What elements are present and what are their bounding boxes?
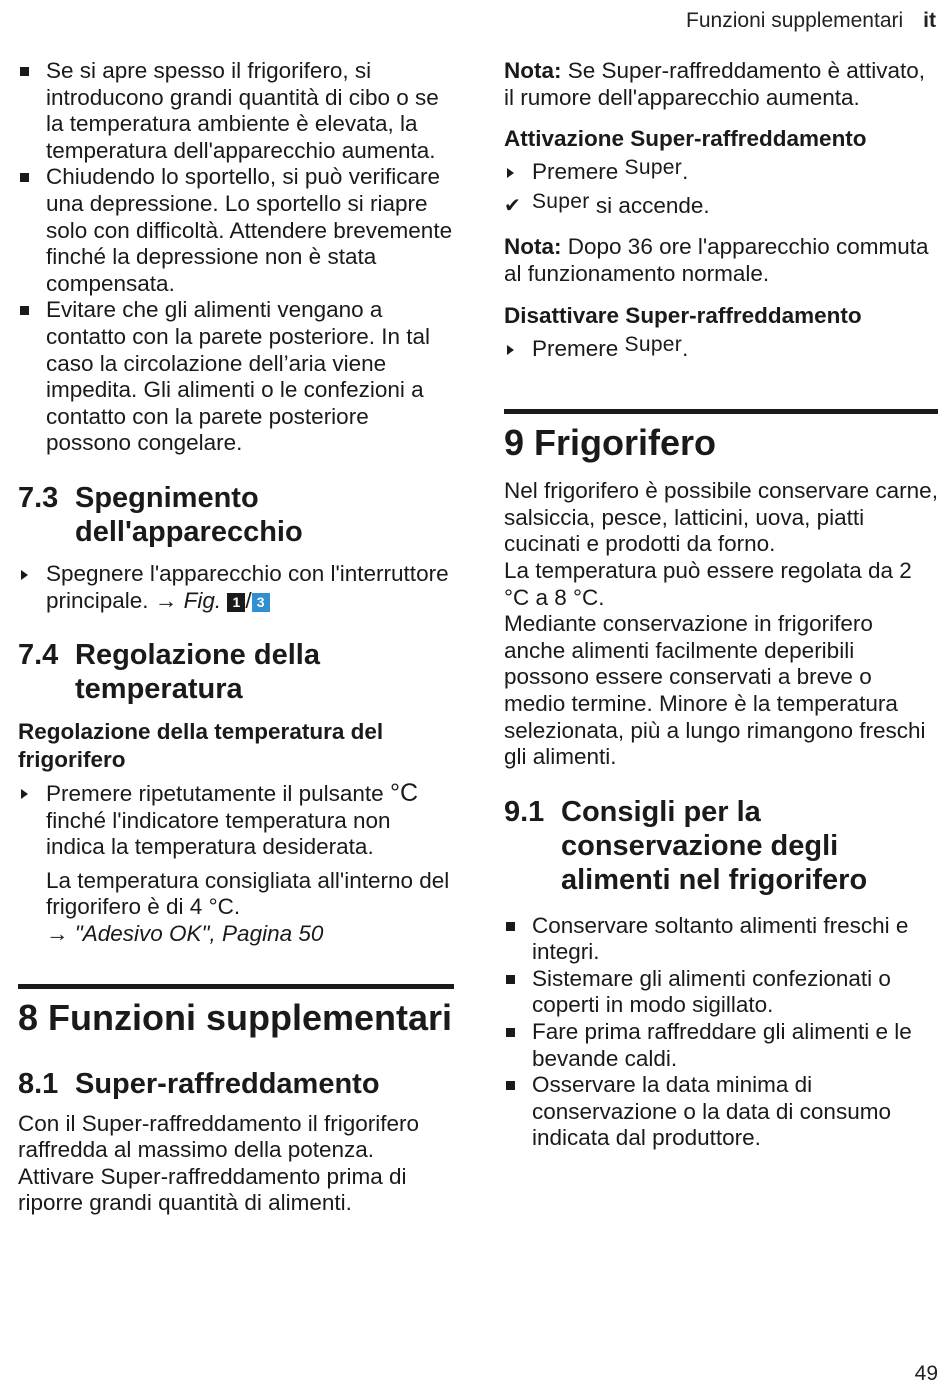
check-icon: ✔ bbox=[504, 194, 521, 217]
reference-arrow: → bbox=[46, 921, 69, 947]
chapter-heading-8 bbox=[18, 997, 454, 1039]
square-bullet-icon bbox=[20, 67, 29, 76]
step-arrow-icon bbox=[507, 168, 514, 178]
note: Nota: Dopo 36 ore l'apparecchio commuta al funzionamento normale. bbox=[504, 234, 929, 286]
running-header bbox=[686, 9, 936, 33]
instruction-step: Spegnere l'apparecchio con l'interruttore principale. → Fig. 1 / 3 bbox=[18, 561, 454, 614]
instruction-step: Premere ripetutamente il pulsante °C finché l'indicatore temperatura non indica la temperatura desiderata. bbox=[18, 780, 454, 861]
list-item: Sistemare gli alimenti confezionati o coperti in modo sigillato. bbox=[504, 966, 938, 1019]
section-title: Regolazione della temperatura bbox=[75, 639, 320, 706]
header-title: Funzioni supplementari bbox=[686, 9, 904, 32]
step-arrow-icon bbox=[21, 789, 28, 799]
subheading: Attivazione Super-raffreddamento bbox=[504, 126, 867, 152]
instruction-step: Premere Super. bbox=[504, 159, 938, 187]
paragraph: La temperatura può essere regolata da 2 °C a 8 °C. bbox=[504, 557, 912, 610]
reference-arrow: → bbox=[154, 587, 178, 613]
step-arrow-icon bbox=[507, 345, 514, 355]
info-text: La temperatura consigliata all'interno del frigorifero è di 4 °C. → "Adesivo OK", Pagina 50 bbox=[46, 867, 450, 947]
list-item: Fare prima raffreddare gli alimenti e le bevande caldi. bbox=[504, 1019, 938, 1072]
subheading: Disattivare Super-raffreddamento bbox=[504, 302, 862, 328]
square-bullet-icon bbox=[506, 1028, 515, 1037]
figure-reference[interactable]: Fig. bbox=[183, 587, 222, 613]
page-number: 49 bbox=[914, 1362, 938, 1385]
celsius-key-icon: °C bbox=[389, 779, 419, 808]
square-bullet-icon bbox=[506, 922, 515, 931]
instruction-step: Premere Super. bbox=[504, 336, 938, 364]
paragraph: Mediante conservazione in frigorifero anche alimenti facilmente deperibili possono essere conservati a breve o medio termine. Minore è la temperatura selezionata, più a lungo rimangono freschi gli alimenti. bbox=[504, 611, 926, 770]
chapter-title: Frigorifero bbox=[534, 422, 717, 464]
section-number: 7.4 bbox=[18, 639, 59, 672]
note-label: Nota: bbox=[504, 234, 562, 260]
square-bullet-icon bbox=[20, 173, 29, 182]
result-step: ✔ Super si accende. bbox=[504, 189, 710, 218]
section-title: Super-raffreddamento bbox=[75, 1067, 380, 1100]
section-title: Consigli per la conservazione degli alimenti nel frigorifero bbox=[561, 795, 868, 896]
paragraph: Nel frigorifero è possibile conservare carne, salsiccia, pesce, latticini, uova, piatti cucinati e prodotti da forno. bbox=[504, 478, 938, 557]
square-bullet-icon bbox=[506, 975, 515, 984]
section-number: 8.1 bbox=[18, 1067, 59, 1100]
section-heading-8-1 bbox=[18, 1067, 454, 1101]
list-item: Se si apre spesso il frigorifero, si introducono grandi quantità di cibo o se la temperatura ambiente è elevata, la temperatura dell'apparecchio aumenta. bbox=[18, 58, 454, 164]
section-heading-7-3 bbox=[18, 481, 454, 549]
chapter-number: 9 bbox=[504, 422, 525, 464]
section-number: 7.3 bbox=[18, 481, 59, 514]
section-title: Spegnimento dell'apparecchio bbox=[75, 481, 303, 548]
page-reference-link[interactable]: "Adesivo OK", Pagina 50 bbox=[74, 921, 324, 947]
subheading: Regolazione della temperatura del frigorifero bbox=[18, 719, 384, 773]
square-bullet-icon bbox=[20, 306, 29, 315]
super-key-label: Super bbox=[532, 189, 590, 213]
right-column bbox=[504, 58, 938, 1152]
list-item: Chiudendo lo sportello, si può verificare una depressione. Lo sportello si riapre solo con difficoltà. Attendere brevemente finché la depressione non è stata compensata. bbox=[18, 164, 454, 297]
figure-1-icon: 1 bbox=[227, 593, 245, 612]
step-arrow-icon bbox=[21, 570, 28, 580]
note: Nota: Se Super-raffreddamento è attivato, il rumore dell'apparecchio aumenta. bbox=[504, 58, 926, 110]
section-heading-9-1 bbox=[504, 795, 938, 897]
square-bullet-icon bbox=[506, 1081, 515, 1090]
list-item: Conservare soltanto alimenti freschi e integri. bbox=[504, 913, 938, 966]
note-label: Nota: bbox=[504, 58, 562, 83]
super-key-label: Super bbox=[624, 156, 683, 180]
bullet-list bbox=[504, 913, 938, 1152]
paragraph: Con il Super-raffreddamento il frigorifero raffredda al massimo della potenza. bbox=[18, 1110, 420, 1163]
chapter-title: Funzioni supplementari bbox=[48, 996, 453, 1038]
figure-3-icon: 3 bbox=[252, 593, 270, 612]
left-column bbox=[18, 58, 454, 1217]
list-item: Evitare che gli alimenti vengano a contatto con la parete posteriore. In tal caso la circolazione dell’aria viene impedita. Gli alimenti o le confezioni a contatto con la parete posteriore possono congelare. bbox=[18, 297, 454, 457]
chapter-heading-9 bbox=[504, 422, 938, 464]
section-heading-7-4 bbox=[18, 638, 454, 706]
chapter-number: 8 bbox=[18, 996, 39, 1038]
paragraph: Attivare Super-raffreddamento prima di riporre grandi quantità di alimenti. bbox=[18, 1163, 407, 1216]
section-number: 9.1 bbox=[504, 795, 545, 828]
bullet-list bbox=[18, 58, 454, 457]
list-item: Osservare la data minima di conservazione o la data di consumo indicata dal produttore. bbox=[504, 1072, 938, 1152]
super-key-label: Super bbox=[624, 332, 683, 356]
header-language: it bbox=[923, 9, 936, 32]
